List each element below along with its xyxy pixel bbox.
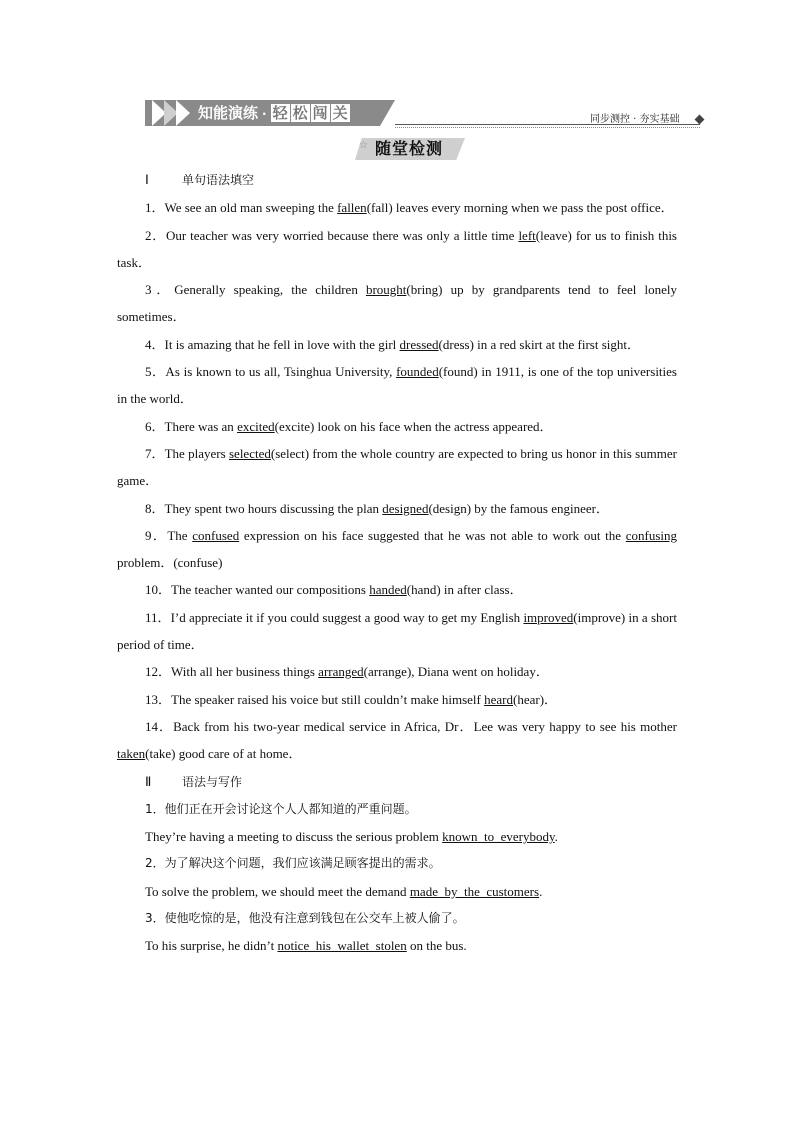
- item-text: They’re having a meeting to discuss the serious problem: [145, 829, 443, 845]
- answer: notice_his_wallet_stolen: [277, 938, 407, 954]
- exercise-item: [117, 658, 677, 685]
- item-text: on the bus.: [406, 938, 467, 954]
- answer: improved: [523, 609, 574, 625]
- answer: dressed: [399, 336, 439, 352]
- diamond-icon: [695, 115, 705, 125]
- section-heading: [117, 166, 677, 194]
- item-text: 2．Our teacher was very worried because there was only a little time: [145, 227, 519, 243]
- answer: excited: [237, 418, 275, 434]
- item-text: expression on his face suggested that he was not able to work out the: [239, 527, 626, 543]
- section-heading: [117, 768, 677, 796]
- header-right-text: 同步测控 · 夯实基础: [590, 114, 680, 125]
- answer: known_to_everybody: [442, 829, 555, 845]
- item-text: 10．The teacher wanted our compositions: [145, 582, 370, 598]
- item-text: (select) from the whole country are expected to bring us honor in this summer game．: [117, 445, 677, 489]
- exercise-item: [117, 331, 677, 358]
- translation-answer: [117, 932, 677, 959]
- item-text: To his surprise, he didn’t: [145, 938, 278, 954]
- answer: heard: [484, 691, 513, 707]
- answer: founded: [396, 364, 439, 380]
- exercise-item: [117, 713, 677, 768]
- item-text: (arrange), Diana went on holiday．: [363, 664, 549, 680]
- banner-char: 闯: [312, 104, 328, 122]
- exercise-item: [117, 440, 677, 495]
- item-text: (excite) look on his face when the actress appeared．: [274, 418, 553, 434]
- item-text: 9．The: [145, 527, 193, 543]
- answer: fallen: [337, 200, 367, 216]
- translation-answer: [117, 878, 677, 905]
- answer: selected: [228, 445, 271, 461]
- answer: brought: [365, 282, 407, 298]
- section-tag: [355, 138, 465, 160]
- banner-char: 关: [332, 104, 348, 122]
- star-icon: ☆: [359, 140, 368, 151]
- exercise-item: [117, 194, 677, 221]
- item-text: 11．I’d appreciate it if you could suggest a good way to get my English: [145, 609, 524, 625]
- translation-prompt: 3．使他吃惊的是，他没有注意到钱包在公交车上被人偷了。: [145, 911, 465, 926]
- item-text: 1．We see an old man sweeping the: [145, 200, 338, 216]
- item-text: 3．Generally speaking, the children: [145, 282, 366, 298]
- answer: made_by_the_customers: [409, 883, 540, 899]
- item-text: problem．(confuse): [117, 555, 223, 571]
- banner-dot: ·: [262, 106, 267, 121]
- answer: confusing: [625, 527, 677, 543]
- tag-title: 随堂检测: [375, 139, 444, 158]
- item-text: 12．With all her business things: [145, 664, 319, 680]
- section-title: 单句语法填空: [182, 173, 255, 187]
- exercise-item: [117, 495, 677, 522]
- item-text: (found) in 1911, is one of the top universities in the world．: [117, 364, 677, 407]
- item-text: (leave) for us to finish this task．: [117, 227, 677, 270]
- item-text: 8．They spent two hours discussing the plan: [145, 500, 383, 516]
- content: [117, 166, 677, 960]
- item-text: 13．The speaker raised his voice but still couldn’t make himself: [145, 691, 485, 707]
- answer: handed: [369, 582, 407, 598]
- banner-left-text: 知能演练: [198, 104, 259, 122]
- exercise-item: [117, 222, 677, 277]
- item-text: 14．Back from his two-year medical service in Africa, Dr．Lee was very happy to see his mother: [145, 718, 677, 734]
- item-text: 4．It is amazing that he fell in love with the girl: [145, 336, 400, 352]
- chevron-icon: [176, 100, 190, 126]
- item-text: (bring) up by grandparents tend to feel lonely sometimes．: [117, 282, 677, 325]
- item-text: (fall) leaves every morning when we pass the post office．: [366, 200, 674, 216]
- answer: arranged: [318, 664, 364, 680]
- item-text: (design) by the famous engineer．: [428, 500, 609, 516]
- section-title: 语法与写作: [182, 774, 243, 789]
- translation-prompt: 1．他们正在开会讨论这个人人都知道的严重问题。: [145, 801, 417, 816]
- item-text: (hear)．: [513, 691, 558, 707]
- banner-char: 松: [292, 104, 308, 122]
- item-text: .: [554, 829, 558, 845]
- header-rule-dotted: [395, 127, 700, 128]
- answer: taken: [117, 746, 146, 762]
- answer: designed: [382, 500, 429, 516]
- exercise-item: [117, 686, 677, 713]
- exercise-item: [117, 604, 677, 659]
- exercise-item: [117, 576, 677, 603]
- exercise-item: [117, 276, 677, 331]
- exercise-item: [117, 358, 677, 413]
- section-number: Ⅰ: [145, 172, 149, 187]
- item-text: 7．The players: [145, 445, 229, 461]
- item-text: 5．As is known to us all, Tsinghua University,: [145, 364, 397, 380]
- item-text: .: [539, 883, 543, 899]
- translation-prompt: 2．为了解决这个问题，我们应该满足顾客提出的需求。: [145, 856, 441, 871]
- item-text: 6．There was an: [145, 418, 238, 434]
- answer: left: [518, 227, 536, 243]
- item-text: (take) good care of at home．: [145, 746, 302, 762]
- exercise-item: [117, 522, 677, 577]
- banner-title: [198, 102, 351, 124]
- item-text: To solve the problem, we should meet the demand: [145, 883, 410, 899]
- translation-answer: [117, 823, 677, 850]
- answer: confused: [192, 527, 240, 543]
- item-text: (improve) in a short period of time．: [117, 609, 677, 653]
- exercise-item: [117, 413, 677, 440]
- item-text: (hand) in after class．: [406, 582, 523, 598]
- section-number: Ⅱ: [145, 773, 152, 789]
- item-text: (dress) in a red skirt at the first sight．: [438, 336, 640, 352]
- banner-char: 轻: [272, 104, 288, 122]
